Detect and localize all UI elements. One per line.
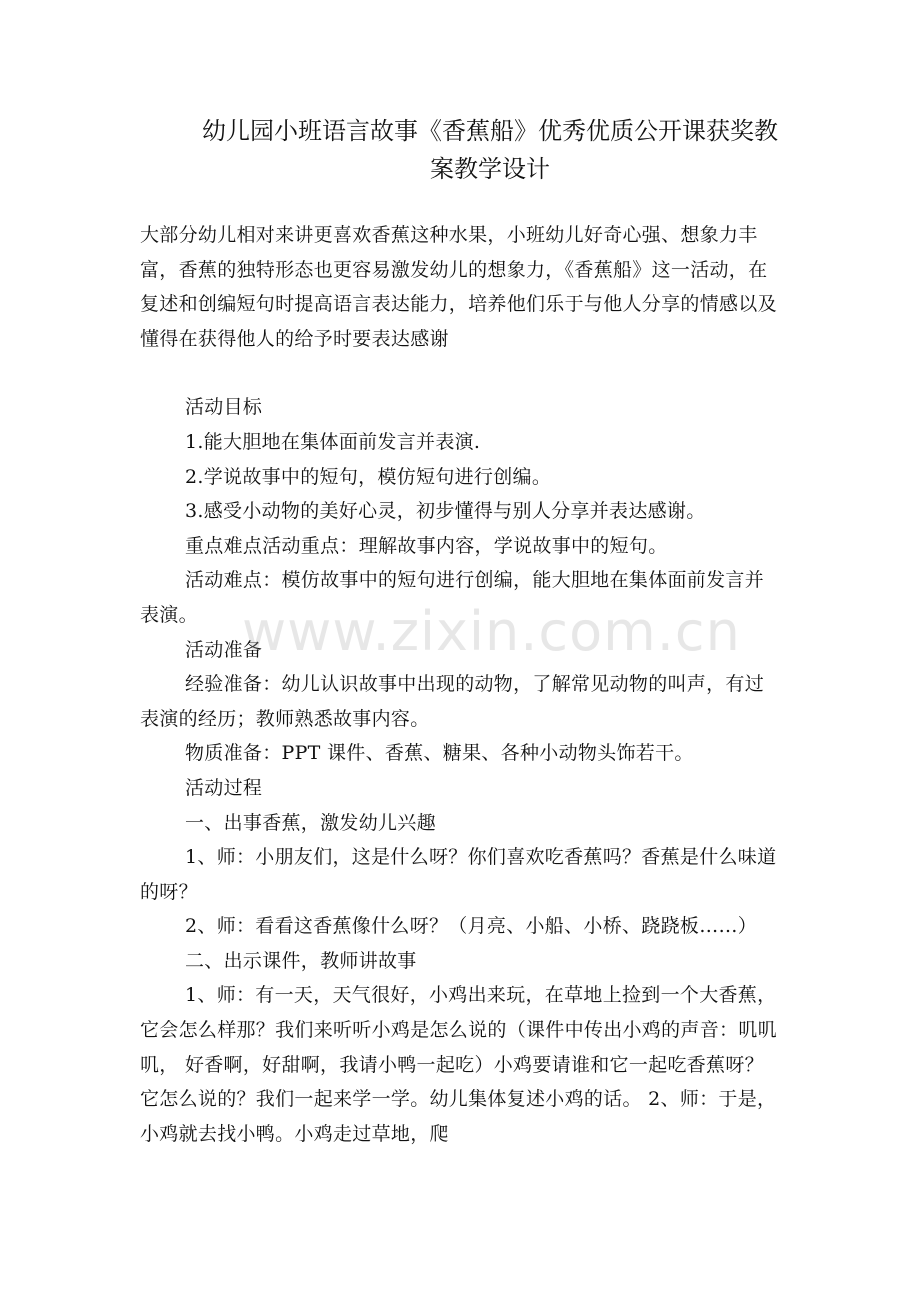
difficult-points: 活动难点：模仿故事中的短句进行创编，能大胆地在集体面前发言并表演。 [140, 569, 765, 626]
experience-preparation: 经验准备：幼儿认识故事中出现的动物，了解常见动物的叫声，有过表演的经历；教师熟悉故事内容。 [140, 673, 765, 730]
goal-2: 2.学说故事中的短句，模仿短句进行创编。 [185, 465, 552, 488]
process-step-1-item-2: 2、师：看看这香蕉像什么呀？（月亮、小船、小桥、跷跷板……） [185, 915, 758, 938]
document-body [140, 218, 780, 1151]
process-step-2-item-1: 1、师：有一天，天气很好，小鸡出来玩，在草地上捡到一个大香蕉，它会怎么样那？我们来听听小鸡是怎么说的（课件中传出小鸡的声音：叽叽叽， 好香啊，好甜啊，我请小鸭一起吃）小鸡要请谁和它一起吃香蕉呀？它怎么说的？我们一起来学一学。幼儿集体复述小鸡的话。 2、师：于是，小鸡就去找小鸭。小鸡走过草地，爬 [140, 984, 777, 1145]
process-step-1-heading: 一、出事香蕉，激发幼儿兴趣 [185, 811, 436, 834]
title-line-1: 幼儿园小班语言故事《香蕉船》优秀优质公开课获奖教 [202, 117, 778, 145]
goal-3: 3.感受小动物的美好心灵，初步懂得与别人分享并表达感谢。 [185, 500, 706, 523]
heading-activity-goals: 活动目标 [185, 396, 263, 419]
goal-1: 1.能大胆地在集体面前发言并表演. [185, 430, 481, 453]
heading-activity-preparation: 活动准备 [185, 638, 263, 661]
title-line-2: 案教学设计 [430, 155, 550, 183]
paragraph-gap [140, 356, 780, 390]
key-points: 重点难点活动重点：理解故事内容，学说故事中的短句。 [185, 534, 668, 557]
heading-activity-process: 活动过程 [185, 776, 263, 799]
material-preparation: 物质准备：PPT 课件、香蕉、糖果、各种小动物头饰若干。 [185, 742, 694, 765]
process-step-2-heading: 二、出示课件，教师讲故事 [185, 949, 417, 972]
intro-paragraph: 大部分幼儿相对来讲更喜欢香蕉这种水果，小班幼儿好奇心强、想象力丰富，香蕉的独特形态也更容易激发幼儿的想象力，《香蕉船》这一活动，在复述和创编短句时提高语言表达能力，培养他们乐于与他人分享的情感以及懂得在获得他人的给予时要表达感谢 [140, 224, 777, 350]
document-title [140, 112, 840, 188]
process-step-1-item-1: 1、师：小朋友们，这是什么呀？你们喜欢吃香蕉吗？香蕉是什么味道的呀？ [140, 846, 777, 903]
watermark: www.zixin.com.cn [242, 600, 741, 663]
